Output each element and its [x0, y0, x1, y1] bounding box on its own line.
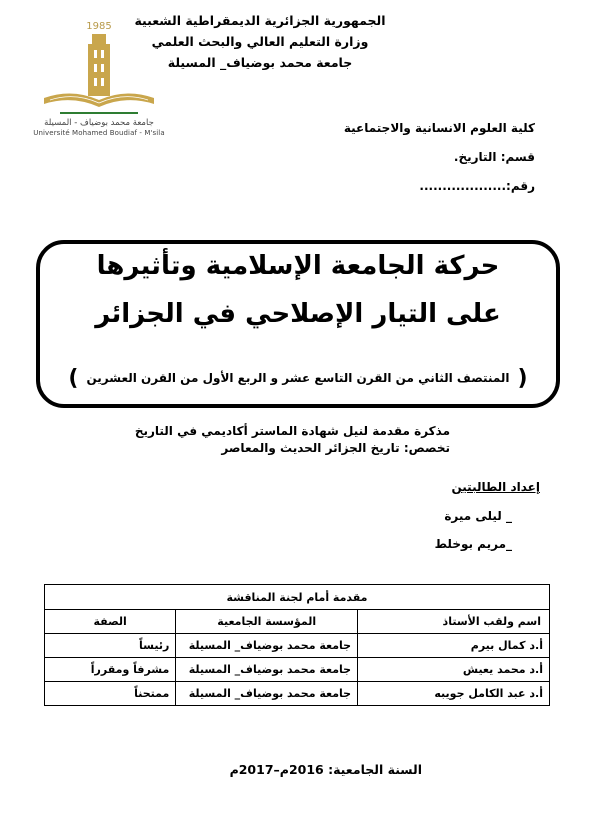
logo-year: 1985 — [86, 21, 112, 32]
reference-number: رقم:................... — [419, 179, 535, 193]
college-name: كلية العلوم الانسانية والاجتماعية — [343, 121, 535, 135]
logo-name-arabic: جامعة محمد بوضياف - المسيلة — [44, 118, 154, 128]
thesis-title-line2: على التيار الإصلاحي في الجزائر — [95, 299, 501, 329]
table-header-row — [45, 610, 550, 634]
header-institution: المؤسسة الجامعية — [176, 610, 358, 634]
student-name-2: _مريم بوخلط — [434, 537, 512, 551]
logo-name-french: Université Mohamed Boudiaf - M'sila — [33, 129, 165, 137]
subtitle-text: المنتصف الثاني من القرن التاسع عشر و الربع الأول من القرن العشرين — [86, 371, 510, 385]
committee-table — [44, 584, 550, 706]
professor-name: أ.د محمد يعيش — [358, 658, 550, 682]
prepared-by-label: إعداد الطالبتين — [451, 480, 540, 494]
student-name-1: _ ليلى ميرة — [444, 509, 512, 523]
academic-year: السنة الجامعية: 2016م–2017م — [229, 762, 422, 777]
table-row — [45, 658, 550, 682]
committee-role: ممتحناً — [45, 682, 176, 706]
table-row — [45, 634, 550, 658]
header-university: جامعة محمد بوضياف_ المسيلة — [167, 55, 353, 70]
university-logo — [24, 14, 174, 118]
professor-name: أ.د عبد الكامل جويبه — [358, 682, 550, 706]
table-row — [45, 682, 550, 706]
thesis-title-line1: حركة الجامعة الإسلامية وتأثيرها — [96, 251, 500, 281]
committee-caption: مقدمة أمام لجنة المناقشة — [45, 585, 550, 610]
department-name: قسم: التاريخ. — [453, 150, 535, 164]
institution-name: جامعة محمد بوضياف_ المسيلة — [176, 682, 358, 706]
committee-role: رئيساً — [45, 634, 176, 658]
subtitle-close-paren: ) — [68, 366, 79, 391]
subtitle-open-paren: ( — [517, 366, 528, 391]
committee-role: مشرفاً ومقرراً — [45, 658, 176, 682]
header-role: الصفة — [45, 610, 176, 634]
header-republic: الجمهورية الجزائرية الديمقراطية الشعبية — [134, 13, 386, 28]
header-ministry: وزارة التعليم العالي والبحث العلمي — [151, 34, 369, 49]
institution-name: جامعة محمد بوضياف_ المسيلة — [176, 634, 358, 658]
thesis-subtitle — [40, 366, 556, 391]
memo-specialty: تخصص: تاريخ الجزائر الحديث والمعاصر — [221, 441, 450, 455]
memo-purpose: مذكرة مقدمة لنيل شهادة الماستر أكاديمي في التاريخ — [134, 424, 450, 438]
institution-name: جامعة محمد بوضياف_ المسيلة — [176, 658, 358, 682]
professor-name: أ.د كمال بيرم — [358, 634, 550, 658]
header-professor: اسم ولقب الأستاذ — [358, 610, 550, 634]
